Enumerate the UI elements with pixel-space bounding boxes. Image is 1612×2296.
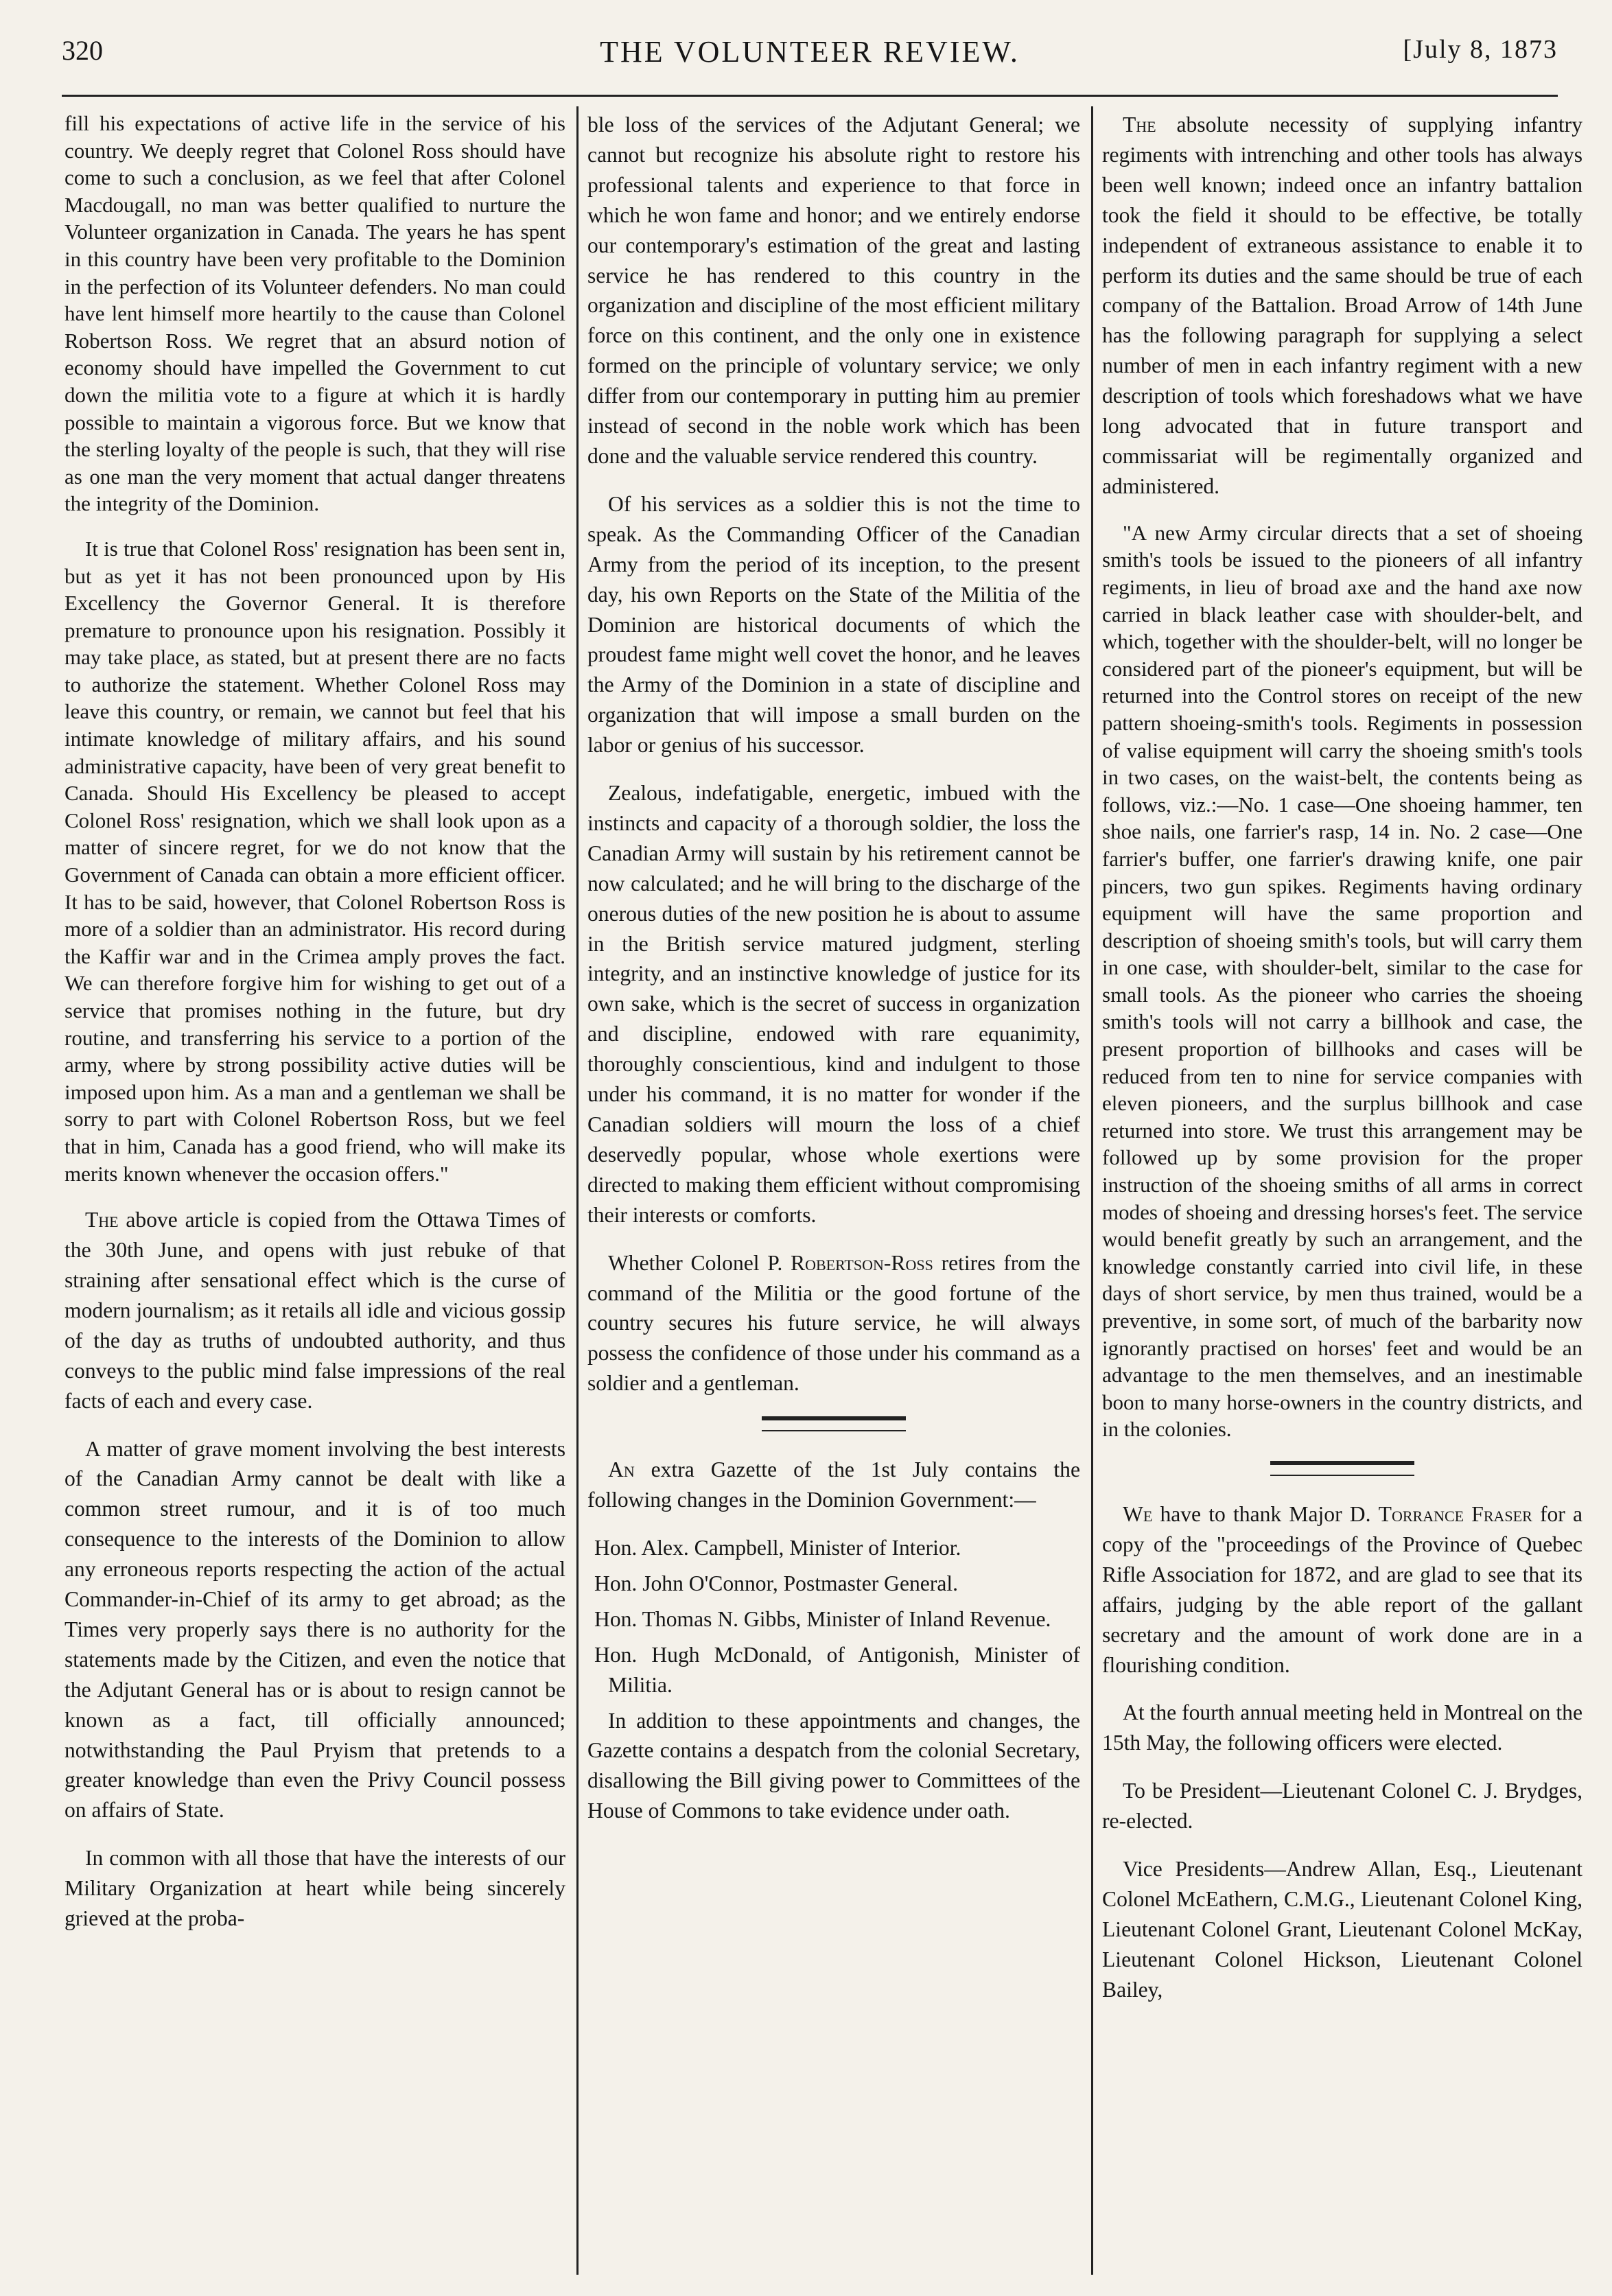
article-paragraph: Whether Colonel P. Robertson-Ross retires from the command of the Militia or the good fortune of the country secures his future service, he will always possess the confidence of those under his command as a soldier and a gentleman. <box>587 1250 1080 1396</box>
column-rule-1 <box>576 106 579 2275</box>
article-paragraph: At the fourth annual meeting held in Montreal on the 15th May, the following officers were elected. <box>1102 1700 1582 1755</box>
column-rule-2 <box>1091 106 1093 2275</box>
column-3 <box>1102 110 1582 2271</box>
lead-word: We <box>1123 1501 1153 1526</box>
article-paragraph: Of his services as a soldier this is not the time to speak. As the Commanding Officer of the Canadian Army from the period of its inception, to the present day, his own Reports on the State of the Militia of the Dominion are historical documents of which the proudest fame might well covet the honor, and he leaves the Army of the Dominion in a state of discipline and organization that will impose a small burden on the labor or genius of his successor. <box>587 491 1080 758</box>
lead-word: An <box>608 1457 635 1482</box>
header-rule <box>62 95 1558 97</box>
section-divider <box>1270 1461 1414 1476</box>
article-paragraph: In common with all those that have the interests of our Military Organization at heart while being sincerely grieved at the proba- <box>65 1846 565 1931</box>
article-paragraph: fill his expectations of active life in the service of his country. We deeply regret that Colonel Ross should have come to such a conclusion, as we feel that after Colonel Macdougall, no man was better qualified to nurture the Volunteer organization in Canada. The years he has spent in this country have been very profitable to the Dominion in the perfection of its Volunteer defenders. No man could have lent himself more heartily to the cause than Colonel Robertson Ross. We regret that an absurd notion of economy should have impelled the Government to cut down the militia vote to a figure at which it is hardly possible to maintain a vigorous force. But we know that the sterling loyalty of the people is such, that they will rise as one man the very moment that actual danger threatens the integrity of the Dominion. <box>65 111 565 516</box>
column-1 <box>65 110 565 2271</box>
quoted-paragraph: "A new Army circular directs that a set of shoeing smith's tools be issued to the pioneers of all infantry regiments, in lieu of broad axe and the hand axe now carried in black leather case with shoulder-belt, and which, together with the shoulder-belt, will no longer be considered part of the pioneer's equipment, but will be returned into the Control stores on receipt of the new pattern shoeing-smith's tools. Regiments in possession of valise equipment will carry the shoeing smith's tools in two cases, on the waist-belt, the contents being as follows, viz.:—No. 1 case—One shoeing hammer, ten shoe nails, one farrier's rasp, 14 in. No. 2 case—One farrier's buffer, one farrier's drawing knife, one pair pincers, two gun spikes. Regiments having ordinary equipment will have the same proportion and description of shoeing smith's tools, but will carry them in one case, with shoulder-belt, similar to the case for small tools. As the pioneer who carries the shoeing smith's tools will not carry a billhook and case, the present proportion of billhooks and cases will be reduced from ten to nine for service companies with eleven pioneers, and the surplus billhook and case returned into store. We trust this arrangement may be followed up by some provision for the proper instruction of the shoeing smiths of all arms in correct modes of shoeing and dressing horses's feet. The service would benefit greatly by such an arrangement, and the knowledge constantly carried into civil life, in these days of short service, by men thus trained, would be a preventive, in some sort, of much of the barbarity now ignorantly practised on horses' feet and would be an advantage to the men themselves, and an inestimable boon to many horse-owners in the country districts, and in the colonies. <box>1102 520 1582 1442</box>
appointment-item: Hon. Thomas N. Gibbs, Minister of Inland Revenue. <box>594 1606 1051 1631</box>
page-header <box>62 27 1558 89</box>
officer-entry: To be President—Lieutenant Colonel C. J. Brydges, re-elected. <box>1102 1779 1582 1834</box>
lead-word: The <box>1123 113 1156 137</box>
lead-word: The <box>85 1208 119 1232</box>
article-paragraph: An extra Gazette of the 1st July contains the following changes in the Dominion Government:— <box>587 1457 1080 1512</box>
publication-title: THE VOLUNTEER REVIEW. <box>600 35 1020 69</box>
article-paragraph: A matter of grave moment involving the best interests of the Canadian Army cannot be dealt with like a common street rumour, and it is of too much consequence to the interests of the Dominion to allow any erroneous reports respecting the action of the actual Commander-in-Chief of its army to get abroad; as the Times very properly says there is no authority for the statements made by the Citizen, and even the notice that the Adjutant General has or is about to resign cannot be known as a fact, till officially announced; notwithstanding the Paul Pryism that pretends to a greater knowledge than even the Privy Council possess on affairs of State. <box>65 1436 565 1823</box>
appointment-item: Hon. Alex. Campbell, Minister of Interior. <box>594 1535 961 1560</box>
article-paragraph: The above article is copied from the Ottawa Times of the 30th June, and opens with just rebuke of that straining after sensational effect which is the curse of modern journalism; as it retails all idle and vicious gossip of the day as truths of undoubted authority, and thus conveys to the public mind false impressions of the real facts of each and every case. <box>65 1208 565 1413</box>
issue-date: [July 8, 1873 <box>1403 35 1558 64</box>
article-paragraph: In addition to these appointments and changes, the Gazette contains a despatch from the colonial Secretary, disallowing the Bill giving power to Committees of the House of Commons to take evidence under oath. <box>587 1708 1080 1823</box>
article-paragraph: Zealous, indefatigable, energetic, imbued with the instincts and capacity of a thorough soldier, the loss the Canadian Army will sustain by his retirement cannot be now calculated; and he will bring to the discharge of the onerous duties of the new position he is about to assume in the British service matured judgment, sterling integrity, and an instinctive knowledge of justice for its own sake, which is the secret of success in organization and discipline, endowed with rare equanimity, thoroughly conscientious, kind and indulgent to those under his command, it is no matter for wonder if the Canadian soldiers will mourn the loss of a chief deservedly popular, whose whole exertions were directed to making them efficient without compromising their interests or comforts. <box>587 781 1080 1227</box>
article-paragraph: ble loss of the services of the Adjutant General; we cannot but recognize his absolute right to restore his professional talents and experience to that force in which he won fame and honor; and we entirely endorse our contemporary's estimation of the great and lasting service he has rendered to this country in the organization and discipline of the most efficient military force on this continent, and the only one in existence formed on the principle of voluntary service; we only differ from our contemporary in putting him au premier instead of second in the noble work which has been done and the valuable service rendered this country. <box>587 113 1080 468</box>
section-divider <box>762 1416 906 1431</box>
column-2 <box>587 110 1080 2271</box>
officer-entry: Vice Presidents—Andrew Allan, Esq., Lieutenant Colonel McEathern, C.M.G., Lieutenant Colonel King, Lieutenant Colonel Grant, Lieutenant Colonel McKay, Lieutenant Colonel Hickson, Lieutenant Colonel Bailey, <box>1102 1857 1582 2002</box>
article-paragraph: We have to thank Major D. Torrance Fraser for a copy of the "proceedings of the Province of Quebec Rifle Association for 1872, and are glad to see that its affairs, judging by the able report of the gallant secretary and the amount of work done are in a flourishing condition. <box>1102 1501 1582 1677</box>
article-paragraph: The absolute necessity of supplying infantry regiments with intrenching and other tools has always been well known; indeed once an infantry battalion took the field it should to be effective, be totally independent of extraneous assistance to enable it to perform its duties and the same should be true of each company of the Battalion. Broad Arrow of 14th June has the following paragraph for supplying a select number of men in each infantry regiment with a new description of tools which foreshadows what we have long advocated that in future transport and commissariat will be regimentally organized and administered. <box>1102 113 1582 498</box>
page-number: 320 <box>62 35 103 66</box>
appointment-item: Hon. John O'Connor, Postmaster General. <box>594 1571 959 1595</box>
article-paragraph: It is true that Colonel Ross' resignation has been sent in, but as yet it has not been pronounced upon by His Excellency the Governor General. It is therefore premature to pronounce upon his resignation. Possibly it may take place, as stated, but at present there are no facts to authorize the statement. Whether Colonel Ross may leave this country, or remain, we cannot but feel that his intimate knowledge of military affairs, and his sound administrative capacity, have been of very great benefit to Canada. Should His Excellency be pleased to accept Colonel Ross' resignation, which we shall look upon as a matter of sincere regret, for we do not know that the Government of Canada can obtain a more efficient officer. It has to be said, however, that Colonel Robertson Ross is more of a soldier than an administrator. His record during the Kaffir war and in the Crimea amply proves the fact. We can therefore forgive him for wishing to get out of a service that promises nothing in the future, but dry routine, and transferring his service to a portion of the army, where by strong possibility active duties will be imposed upon him. As a man and a gentleman we shall be sorry to part with Colonel Robertson Ross, but we feel that in him, Canada has a good friend, who will make its merits known whenever the occasion offers." <box>65 536 565 1186</box>
appointment-item: Hon. Hugh McDonald, of Antigonish, Minister of Militia. <box>594 1642 1080 1697</box>
